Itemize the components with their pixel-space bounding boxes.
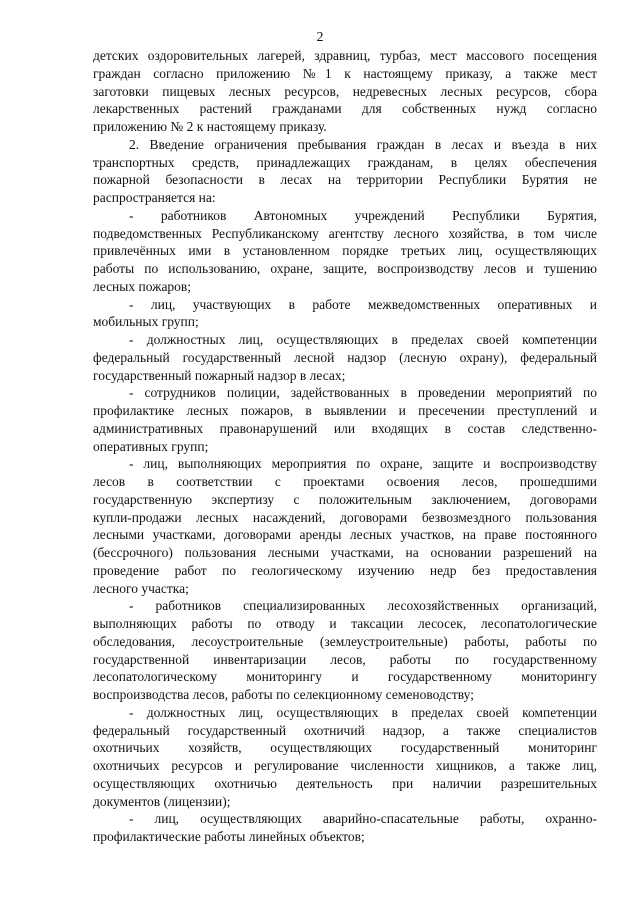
paragraph xyxy=(93,331,597,384)
text-line: воспроизводства лесов, работы по селекционному семеноводству; xyxy=(93,687,474,702)
text-line: оперативных групп; xyxy=(93,438,209,454)
text-line: документов (лицензии); xyxy=(93,793,231,809)
text-line: - работников специализированных лесохозяйственных организаций, xyxy=(129,598,597,614)
text-line: административных правонарушений или входящих в состав следственно- xyxy=(93,420,597,436)
text-line: - лиц, участвующих в работе межведомственных оперативных и xyxy=(129,296,597,312)
text-line: купли-продажи лесных насаждений, договорами безвозмездного пользования xyxy=(93,509,597,525)
paragraph xyxy=(93,207,597,296)
text-line: работы по использованию, охране, защите, воспроизводству лесов и тушению xyxy=(93,261,597,276)
text-line: лесными участками, договорами аренды лесных участков, на праве постоянного xyxy=(93,527,597,543)
text-line: лесного участка; xyxy=(93,580,189,596)
paragraph xyxy=(93,704,597,811)
paragraph xyxy=(93,597,597,704)
text-line: федеральный государственный охотничий надзор, а также специалистов xyxy=(93,722,597,738)
text-line: профилактике лесных пожаров, в выявлении и пресечении преступлений и xyxy=(93,403,597,418)
text-line: пожарной безопасности в лесах на территории Республики Бурятия не xyxy=(93,172,597,188)
text-line: - работников Автономных учреждений Республики Бурятия, xyxy=(129,207,597,223)
text-line: мобильных групп; xyxy=(93,314,199,330)
text-line: государственный пожарный надзор в лесах; xyxy=(93,367,346,383)
text-line: охотничьих хозяйств, осуществляющих государственный мониторинг xyxy=(93,740,597,756)
text-line: - лиц, осуществляющих аварийно-спасательные работы, охранно- xyxy=(129,811,597,827)
text-line: лесопатологическому мониторингу и государственному мониторингу xyxy=(93,669,597,685)
text-line: государственную экспертизу с положительным заключением, договорами xyxy=(93,491,597,507)
text-line: - лиц, выполняющих мероприятия по охране, защите и воспроизводству xyxy=(129,456,597,472)
paragraph xyxy=(93,296,597,332)
text-line: приложению № 2 к настоящему приказу. xyxy=(93,119,327,134)
text-line: 2. Введение ограничения пребывания граждан в лесах и въезда в них xyxy=(129,136,597,152)
text-line: обследования, лесоустроительные (землеустроительные) работы, работы по xyxy=(93,633,597,649)
text-line: - должностных лиц, осуществляющих в пределах своей компетенции xyxy=(129,704,597,720)
text-line: заготовки пищевых лесных ресурсов, недревесных лесных ресурсов, сбора xyxy=(93,83,597,99)
text-line: транспортных средств, принадлежащих гражданам, в целях обеспечения xyxy=(93,154,597,170)
paragraph xyxy=(93,455,597,597)
text-line: лесов в соответствии с проектами освоения лесов, прошедшими xyxy=(93,474,597,489)
text-line: детских оздоровительных лагерей, здравниц, турбаз, мест массового посещения xyxy=(93,48,597,63)
text-line: подведомственных Республиканскому агентству лесного хозяйства, в том числе xyxy=(93,225,597,241)
text-line: профилактические работы линейных объектов; xyxy=(93,829,365,844)
text-line: привлечённых ими в установленном порядке третьих лиц, осуществляющих xyxy=(93,243,597,259)
text-line: распространяется на: xyxy=(93,190,216,205)
text-line: государственной инвентаризации лесов, работы по государственному xyxy=(93,651,597,667)
page-number: 2 xyxy=(316,30,324,45)
paragraph xyxy=(93,136,597,207)
text-line: - сотрудников полиции, задействованных в проведении мероприятий по xyxy=(129,385,597,401)
document-body xyxy=(93,47,597,846)
paragraph xyxy=(93,47,597,136)
text-line: граждан согласно приложению №1 к настоящему приказу, а также мест xyxy=(93,65,597,81)
text-line: охотничьих ресурсов и регулирование численности хищников, а также лиц, xyxy=(93,758,597,773)
text-line: - должностных лиц, осуществляющих в пределах своей компетенции xyxy=(129,332,597,347)
text-line: (бессрочного) пользования лесными участками, на основании разрешений на xyxy=(93,545,597,560)
paragraph xyxy=(93,384,597,455)
paragraph xyxy=(93,810,597,846)
text-line: осуществляющих охотничью деятельность при наличии разрешительных xyxy=(93,775,597,791)
text-line: лесных пожаров; xyxy=(93,278,192,294)
text-line: лекарственных растений гражданами для собственных нужд согласно xyxy=(93,101,597,117)
text-line: проведение работ по геологическому изучению недр без предоставления xyxy=(93,562,597,578)
text-line: выполняющих работы по отводу и таксации лесосек, лесопатологические xyxy=(93,616,597,631)
text-line: федеральный государственный лесной надзор (лесную охрану), федеральный xyxy=(93,349,597,365)
